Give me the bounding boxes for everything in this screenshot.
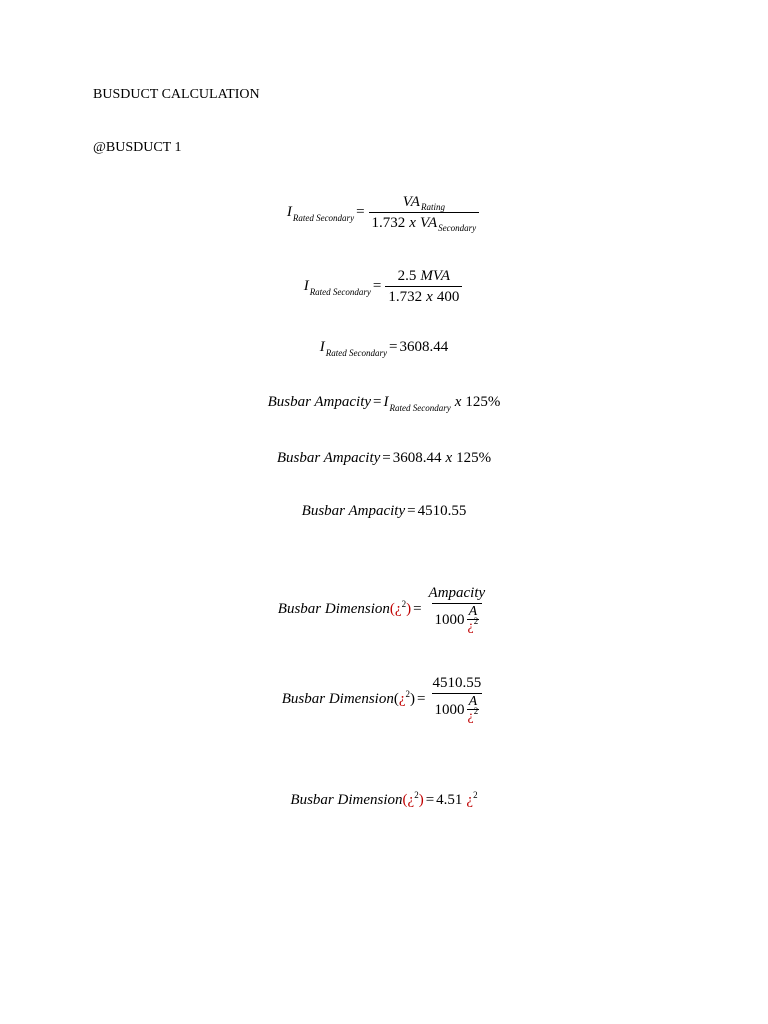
unknown-char: ¿ (407, 792, 415, 808)
square-exponent: 2 (473, 789, 478, 800)
unknown-char: ¿ (467, 709, 474, 724)
dimension-label: Busbar Dimension (290, 792, 403, 808)
ampacity-label: Busbar Ampacity (267, 394, 372, 410)
factor-value: 125 (456, 450, 479, 466)
denominator-va: VA (419, 215, 438, 231)
current-symbol: I (286, 204, 292, 220)
equation-ampacity-result (0, 503, 768, 520)
multiply-sign: x (445, 450, 453, 466)
current-symbol: I (383, 394, 389, 410)
numerator-unit: MVA (420, 268, 451, 284)
equals-sign: = (382, 450, 391, 466)
unit-bracket: (¿$^2$) (389, 598, 412, 617)
denominator-value: 1000 (434, 611, 465, 628)
dimension-label: Busbar Dimension (277, 600, 390, 617)
amp-symbol: A (468, 694, 478, 709)
result-value: 4.51 (436, 792, 463, 808)
denominator-value: 400 (436, 289, 460, 305)
unit-bracket: (¿$^2$) (393, 688, 416, 707)
multiply-sign: x (454, 394, 462, 410)
ampacity-label: Busbar Ampacity (276, 450, 381, 466)
square-exponent: 2 (473, 616, 479, 626)
current-subscript: Rated Secondary (309, 286, 371, 297)
fraction (369, 193, 480, 232)
current-value: 3608.44 (392, 450, 442, 466)
equals-sign: = (417, 690, 426, 707)
square-exponent: 2 (473, 706, 479, 716)
unit-fraction (467, 605, 480, 634)
current-symbol: I (319, 339, 325, 355)
numerator-value: 2.5 (397, 268, 417, 284)
unknown-char: ¿ (467, 619, 474, 634)
current-subscript: Rated Secondary (389, 402, 451, 413)
unit-fraction (467, 695, 480, 724)
equation-dimension-formula (0, 584, 768, 634)
fraction (426, 584, 489, 634)
denominator-coefficient: 1.732 (371, 215, 406, 231)
equals-sign: = (356, 204, 365, 220)
equals-sign: = (407, 503, 416, 519)
current-symbol: I (303, 278, 309, 294)
dimension-label: Busbar Dimension (281, 690, 394, 707)
square-exponent: 2 (405, 688, 411, 699)
numerator: Ampacity (428, 585, 486, 601)
numerator: 4510.55 (432, 675, 482, 691)
section-heading: @BUSDUCT 1 (93, 140, 182, 155)
current-subscript: Rated Secondary (325, 347, 387, 358)
multiply-sign: x (409, 215, 416, 231)
ampacity-label: Busbar Ampacity (301, 503, 406, 519)
equals-sign: = (373, 394, 382, 410)
current-subscript: Rated Secondary (292, 212, 355, 223)
denominator-subscript: Secondary (438, 223, 477, 233)
result-value: 4510.55 (417, 503, 467, 519)
unit-bracket: (¿$^2$) (402, 790, 424, 808)
equation-rated-current-formula (0, 193, 768, 232)
fraction (429, 674, 484, 724)
equals-sign: = (425, 792, 435, 808)
equation-rated-current-result (0, 339, 768, 356)
numerator-va: VA (402, 194, 420, 210)
denominator-value: 1000 (434, 701, 465, 718)
document-title: BUSDUCT CALCULATION (93, 87, 260, 102)
amp-symbol: A (468, 604, 478, 619)
equation-dimension-substituted (0, 674, 768, 724)
percent-sign: % (478, 450, 492, 466)
numerator-subscript: Rating (420, 202, 445, 212)
equals-sign: = (413, 600, 422, 617)
equation-rated-current-substituted (0, 267, 768, 306)
equation-ampacity-substituted (0, 450, 768, 467)
fraction (385, 267, 462, 306)
equation-dimension-result (0, 789, 768, 809)
square-exponent: 2 (401, 598, 407, 609)
result-value: 3608.44 (399, 339, 449, 355)
factor-value: 125 (465, 394, 488, 410)
percent-sign: % (487, 394, 501, 410)
unknown-char: ¿ (398, 690, 406, 707)
unknown-char: ¿ (466, 792, 474, 808)
denominator-coefficient: 1.732 (388, 289, 423, 305)
square-exponent: 2 (414, 790, 419, 800)
equals-sign: = (372, 278, 382, 294)
equation-ampacity-formula (0, 394, 768, 411)
unknown-char: ¿ (394, 600, 402, 617)
equals-sign: = (389, 339, 398, 355)
multiply-sign: x (426, 289, 433, 305)
